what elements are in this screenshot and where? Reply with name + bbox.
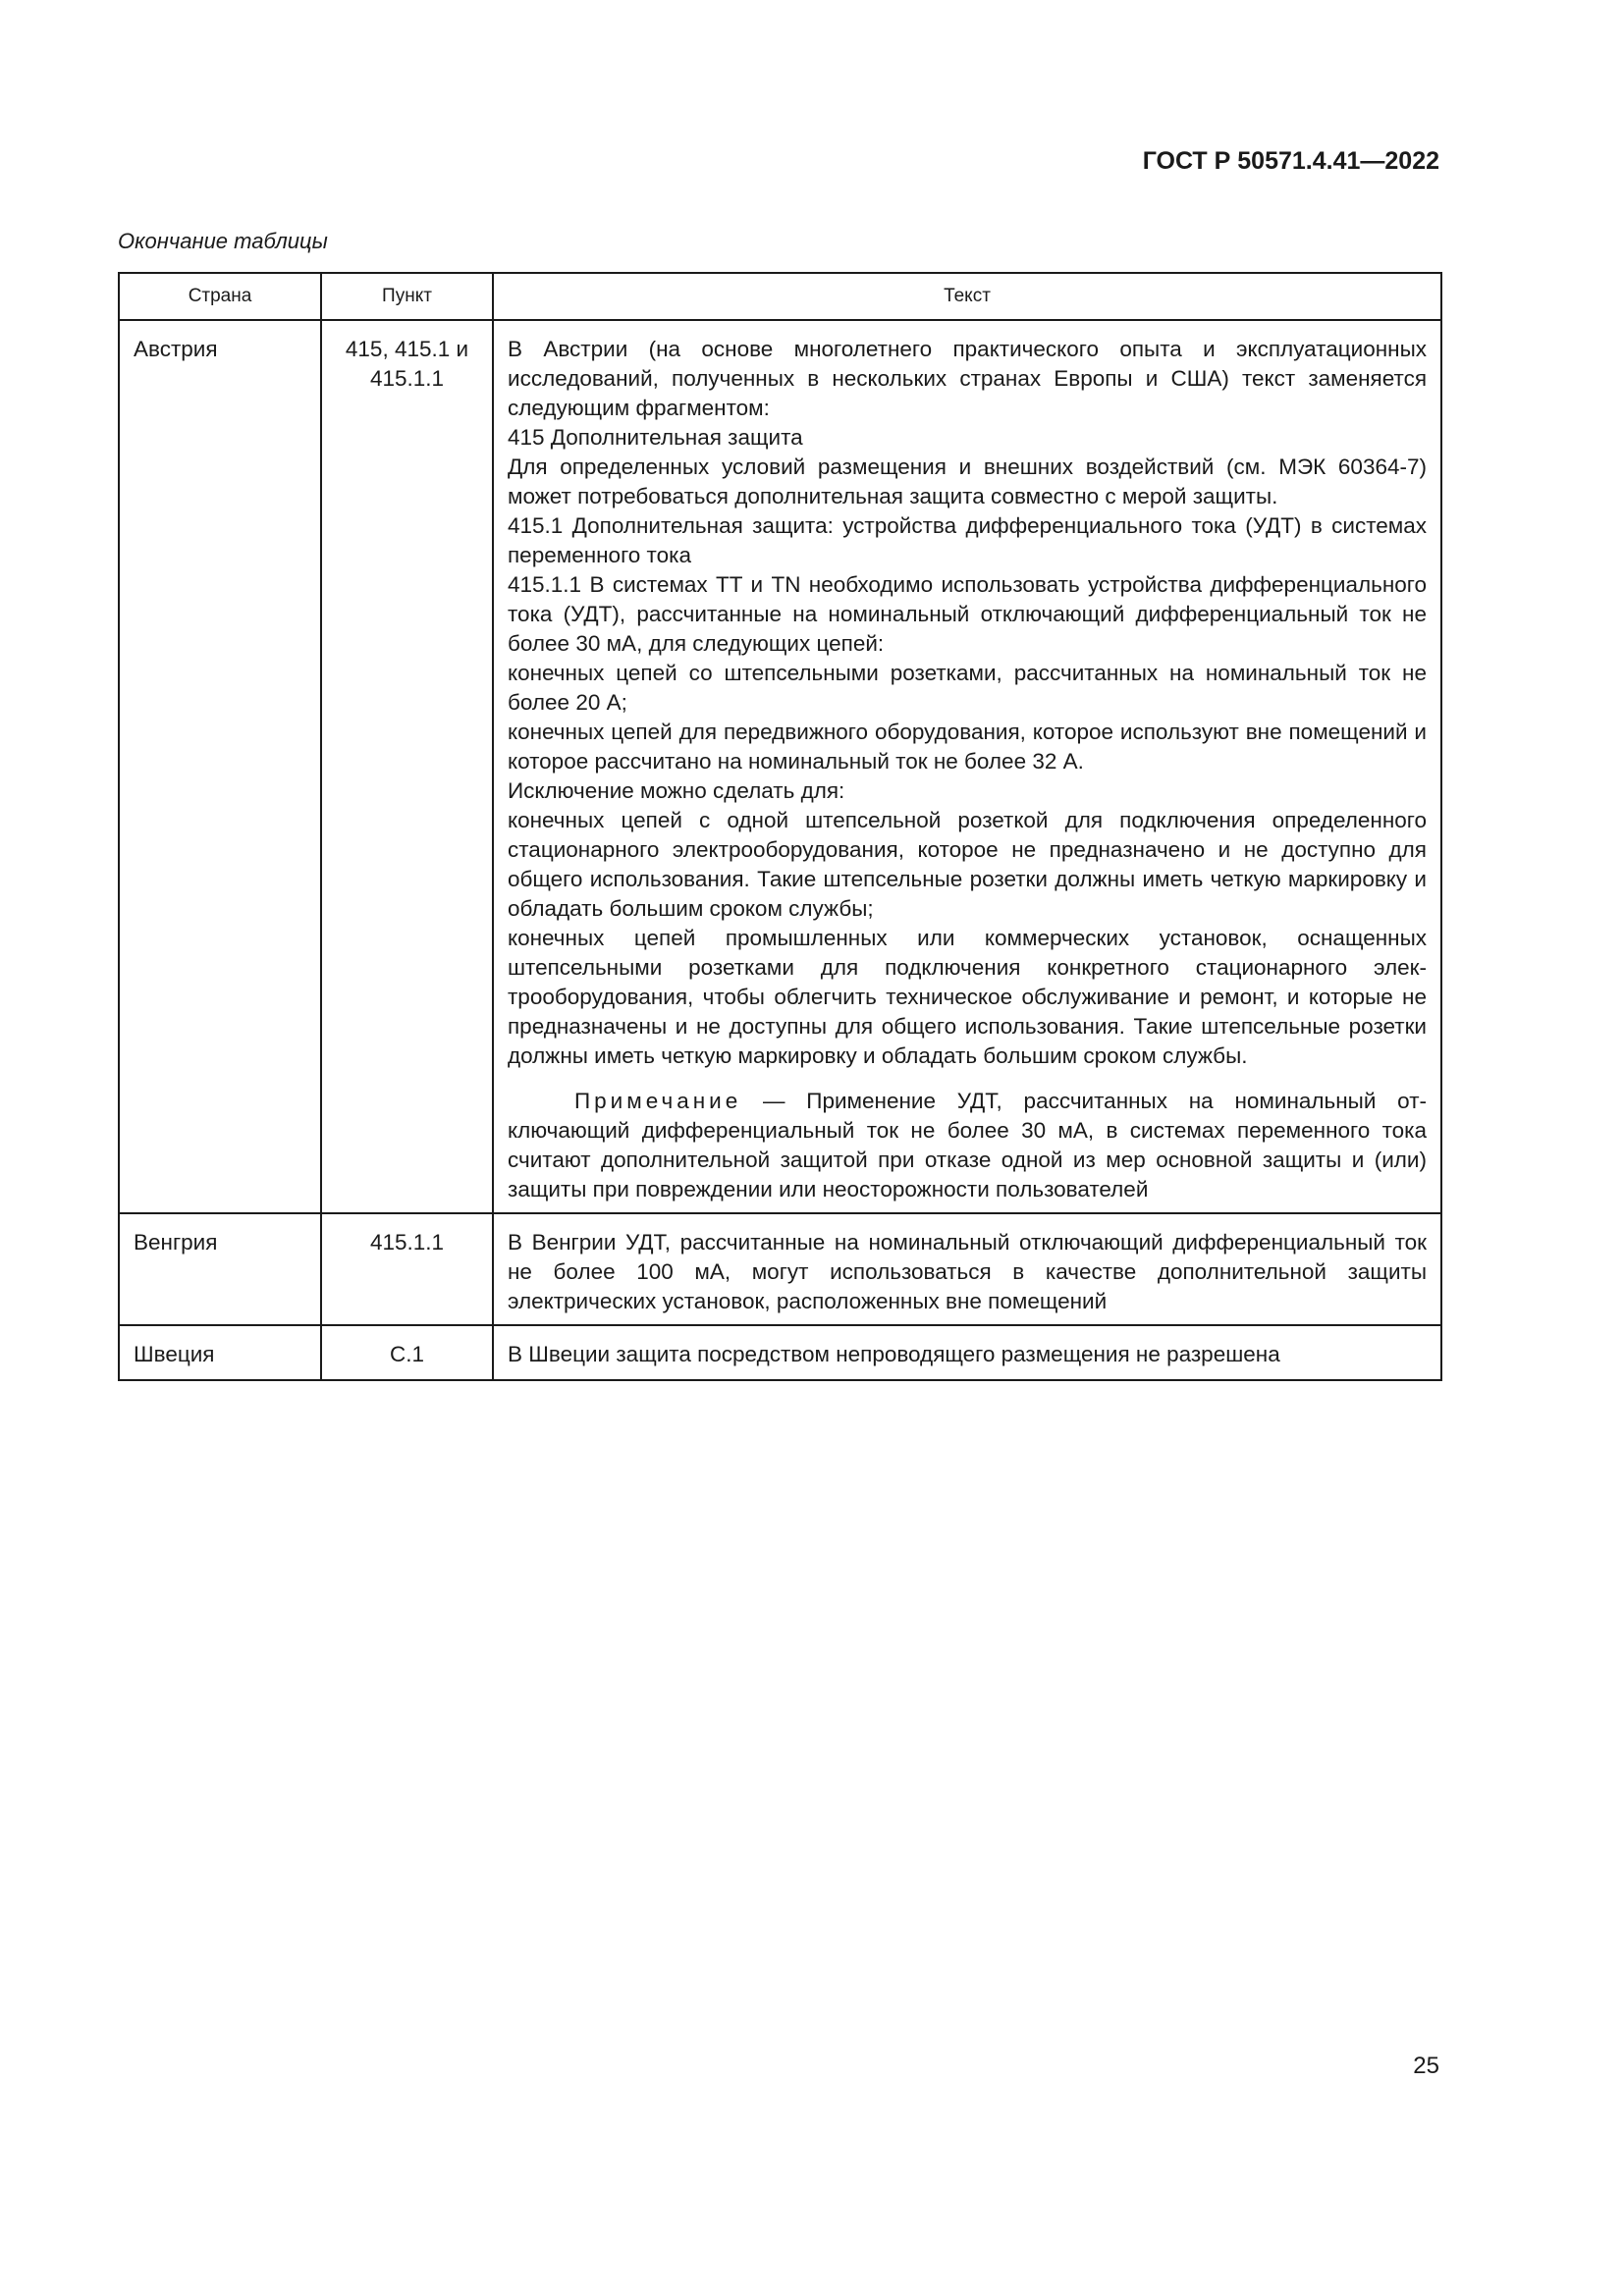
text-paragraph: конечных цепей промышленных или коммерческих установок, оснащенных штепсельными розетками для подключения конкретного стационарного электрооборудования, чтобы облегчить техническое обслуживание и ремонт, и которые не предназначены и не доступны для общего использования. Такие штепсельные розетки должны иметь четкую маркировку и обладать большим сроком службы. (508, 926, 1427, 1068)
column-header-country: Страна (119, 273, 321, 320)
text-paragraph: конечных цепей со штепсельными розетками, рассчитанных на номинальный ток не более 20 А; (508, 661, 1427, 715)
table-row-hungary (119, 1213, 1441, 1325)
text-paragraph: конечных цепей для передвижного оборудования, которое используют вне помещений и которое рассчитано на номинальный ток не более 32 А. (508, 720, 1427, 774)
country-deviations-table (118, 272, 1442, 1381)
document-standard-number: ГОСТ Р 50571.4.41—2022 (1142, 147, 1439, 175)
table-row-sweden (119, 1325, 1441, 1380)
text-paragraph: Исключение можно сделать для: (508, 778, 845, 803)
clause-cell: 415.1.1 (321, 1213, 493, 1325)
clause-cell: С.1 (321, 1325, 493, 1380)
text-paragraph: В Австрии (на основе многолетнего практического опыта и эксплуатационных исследований, полученных в нескольких странах Европы и США) текст заменяется следующим фрагментом: (508, 337, 1427, 420)
text-cell (493, 320, 1441, 1213)
text-paragraph: 415 Дополнительная защита (508, 425, 803, 450)
country-cell: Австрия (119, 320, 321, 1213)
country-cell: Швеция (119, 1325, 321, 1380)
table-header-row (119, 273, 1441, 320)
text-cell: В Швеции защита посредством непроводящего размещения не разрешена (493, 1325, 1441, 1380)
note-text: — Применение УДТ, рассчитанных на номинальный отключающий дифференциальный ток не более 30 мА, в системах переменного тока считают дополнительной защитой при отказе одной из мер основной защиты и (или) защиты при повреждении или неосторожности пользователей (508, 1089, 1427, 1201)
table-row-austria (119, 320, 1441, 1213)
note-paragraph (508, 1087, 1427, 1204)
text-cell: В Венгрии УДТ, рассчитанные на номинальный отключающий дифференциальный ток не более 100 мА, могут использоваться в качестве дополнительной защиты электрических установок, расположенных вне помещений (493, 1213, 1441, 1325)
text-paragraph: 415.1.1 В системах TT и TN необходимо использовать устройства дифференциального тока (УДТ), рассчитанные на номинальный отключающий дифференциальный ток не более 30 мА, для следующих цепей: (508, 572, 1427, 656)
column-header-clause: Пункт (321, 273, 493, 320)
clause-cell: 415, 415.1 и 415.1.1 (321, 320, 493, 1213)
text-paragraph: конечных цепей с одной штепсельной розеткой для подключения определенного стационарного электрооборудования, которое не предназначено и не доступно для общего использования. Такие штепсельные розетки должны иметь четкую маркировку и обладать большим сроком службы; (508, 808, 1427, 921)
table-caption: Окончание таблицы (118, 229, 328, 253)
text-paragraph: 415.1 Дополнительная защита: устройства дифференциального тока (УДТ) в системах переменного тока (508, 513, 1427, 567)
note-label: Примечание (574, 1089, 742, 1113)
country-cell: Венгрия (119, 1213, 321, 1325)
text-paragraph: Для определенных условий размещения и внешних воздействий (см. МЭК 60364-7) может потребоваться дополнительная защита совместно с мерой защиты. (508, 454, 1427, 508)
column-header-text: Текст (493, 273, 1441, 320)
page-number: 25 (1413, 2053, 1439, 2079)
